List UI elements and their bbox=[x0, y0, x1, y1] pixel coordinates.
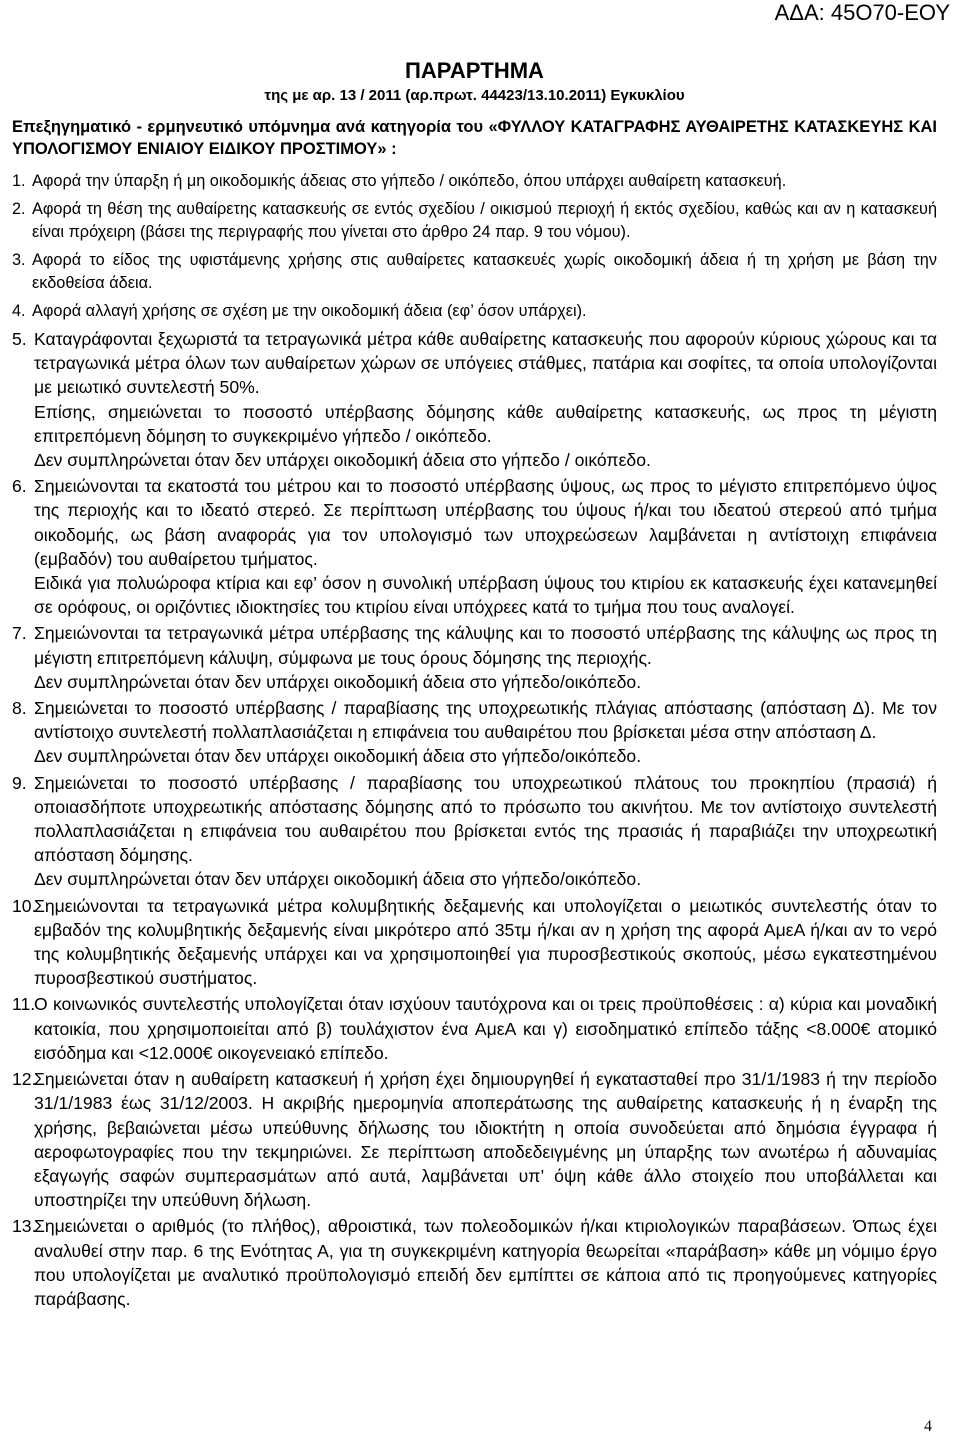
list-item-text bbox=[32, 249, 937, 296]
list-item-paragraph: Δεν συμπληρώνεται όταν δεν υπάρχει οικοδομική άδεια στο γήπεδο/οικόπεδο. bbox=[34, 746, 642, 767]
list-item-paragraph: Επίσης, σημειώνεται το ποσοστό υπέρβασης δόμησης κάθε αυθαίρετης κατασκευής, ως προς τη μέγιστη επιτρεπόμενη δόμηση το συγκεκριμένο γήπεδο / οικόπεδο. bbox=[34, 401, 937, 446]
list-item-paragraph: Αφορά αλλαγή χρήσης σε σχέση με την οικοδομική άδεια (εφ’ όσον υπάρχει). bbox=[32, 301, 587, 320]
page-number: 4 bbox=[924, 1418, 932, 1435]
list-item: 1. Αφορά την ύπαρξη ή μη οικοδομικής άδειας στο γήπεδο / οικόπεδο, όπου υπάρχει αυθαίρετη κατασκευή. bbox=[12, 170, 937, 194]
annex-intro: Επεξηγηματικό - ερμηνευτικό υπόμνημα ανά κατηγορία του «ΦΥΛΛΟΥ ΚΑΤΑΓΡΑΦΗΣ ΑΥΘΑΙΡΕΤΗΣ ΚΑΤΑΣΚΕΥΗΣ ΚΑΙ ΥΠΟΛΟΓΙΣΜΟΥ ΕΝΙΑΙΟΥ ΕΙΔΙΚΟΥ ΠΡΟΣΤΙΜΟΥ» : bbox=[12, 118, 937, 158]
document-body bbox=[12, 56, 937, 1313]
list-item-number: 13. bbox=[12, 1216, 37, 1237]
list-item-text bbox=[34, 621, 937, 694]
list-item bbox=[12, 894, 937, 991]
list-item-number: 5. bbox=[12, 329, 27, 349]
list-item-text bbox=[34, 1067, 937, 1212]
list-item-number: 10. bbox=[12, 895, 37, 916]
list-item-paragraph: Δεν συμπληρώνεται όταν δεν υπάρχει οικοδομική άδεια στο γήπεδο/οικόπεδο. bbox=[34, 869, 642, 890]
list-item-text bbox=[32, 300, 937, 324]
list-item-number: 9. bbox=[12, 772, 27, 793]
list-item-number: 11. bbox=[12, 994, 36, 1015]
list-item-paragraph: Δεν συμπληρώνεται όταν δεν υπάρχει οικοδομική άδεια στο γήπεδο/οικόπεδο. bbox=[34, 671, 642, 692]
list-item-paragraph: Αφορά την ύπαρξη ή μη οικοδομικής άδειας στο γήπεδο / οικόπεδο, όπου υπάρχει αυθαίρετη κατασκευή. bbox=[32, 172, 787, 190]
list-item-number: 8. bbox=[12, 698, 27, 719]
list-item-paragraph: Σημειώνεται το ποσοστό υπέρβασης / παραβίασης του υποχρεωτικού πλάτους του προκηπίου (πρασιά) ή οποιασδήποτε υποχρεωτικής απόστασης δόμησης από το πρόσωπο του ακινήτου. Με τον αντίστοιχο συντελεστή πολλαπλασιάζεται η επιφάνεια του αυθαιρέτου που βρίσκεται εντός της πρασιάς ή παραβιάζει την υποχρεωτική απόσταση δόμησης. bbox=[34, 772, 937, 866]
list-item-paragraph: Ο κοινωνικός συντελεστής υπολογίζεται όταν ισχύουν ταυτόχρονα και οι τρεις προϋποθέσεις : α) κύρια και μοναδική κατοικία, που χρησιμοποιείται από β) τουλάχιστον ένα ΑμεΑ και γ) εισοδηματικό επίπεδο τάξης <8.000€ ατομικό εισόδημα και <12.000€ οικογενειακό επίπεδο. bbox=[34, 994, 937, 1063]
list-item bbox=[12, 1067, 937, 1212]
list-item bbox=[12, 474, 937, 619]
list-item bbox=[12, 621, 937, 694]
list-item bbox=[12, 992, 937, 1065]
list-item-paragraph: Σημειώνονται τα τετραγωνικά μέτρα υπέρβασης της κάλυψης και το ποσοστό υπέρβασης της κάλυψης ως προς τη μέγιστη επιτρεπόμενη κάλυψη, σύμφωνα με τους όρους δόμησης της περιοχής. bbox=[34, 623, 937, 668]
explanatory-list bbox=[12, 170, 937, 1311]
list-item-text bbox=[34, 771, 937, 892]
list-item-number: 6. bbox=[12, 476, 27, 497]
list-item bbox=[12, 327, 937, 472]
list-item: 3. Αφορά το είδος της υφιστάμενης χρήσης στις αυθαίρετες κατασκευές χωρίς οικοδομική άδεια ή τη χρήση με βάση την εκδοθείσα άδεια. bbox=[12, 249, 937, 296]
list-item-paragraph: Σημειώνεται ο αριθμός (το πλήθος), αθροιστικά, των πολεοδομικών ή/και κτιριολογικών παραβάσεων. Όπως έχει αναλυθεί στην παρ. 6 της Ενότητας Α, για τη συγκεκριμένη κατηγορία θεωρείται «παράβαση» κάθε μη νόμιμο έργο που υπολογίζεται με αναλυτικό προϋπολογισμό επειδή δεν εμπίπτει σε κάποια από τις προηγούμενες κατηγορίες παράβασης. bbox=[34, 1216, 937, 1309]
list-item-number: 12. bbox=[12, 1069, 37, 1090]
list-item-paragraph: Σημειώνονται τα εκατοστά του μέτρου και το ποσοστό υπέρβασης ύψους, ως προς το μέγιστο επιτρεπόμενο ύψος της περιοχής και το ιδεατό στερεό. Σε περίπτωση υπέρβασης του ύψους ή/και του ιδεατού στερεού από τμήμα οικοδομής, ως βάση αναφοράς για τον υπολογισμό των υποχρεώσεων λαμβάνεται η αντίστοιχη επιφάνεια (εμβαδόν) του αυθαίρετου τμήματος. bbox=[34, 476, 937, 569]
list-item-paragraph: Σημειώνεται όταν η αυθαίρετη κατασκευή ή χρήση έχει δημιουργηθεί ή εγκατασταθεί προ 31/1/1983 ή την περίοδο 31/1/1983 έως 31/12/2003. Η ακριβής ημερομηνία αποπεράτωσης της αυθαίρετης κατασκευής ή η έναρξη της χρήσης, βεβαιώνεται μέσω υπεύθυνης δήλωσης του ιδιοκτήτη η οποία συνοδεύεται από δημόσια έγγραφα ή αεροφωτογραφίες που την τεκμηριώνει. Σε περίπτωση αποδεδειγμένης μη ύπαρξης των ανωτέρω ή αδυναμίας εξαγωγής σαφών συμπερασμάτων από αυτά, λαμβάνεται υπ’ όψη κάθε άλλο στοιχείο που υποβάλλεται και υποστηρίζει την υπεύθυνη δήλωση. bbox=[34, 1069, 937, 1211]
list-item-text bbox=[34, 894, 937, 991]
list-item-text bbox=[32, 170, 937, 194]
list-item-paragraph: Σημειώνεται το ποσοστό υπέρβασης / παραβίασης της υποχρεωτικής πλάγιας απόστασης (απόσταση Δ). Με τον αντίστοιχο συντελεστή πολλαπλασιάζεται η επιφάνεια του αυθαιρέτου που βρίσκεται μέσα στην απόσταση Δ. bbox=[34, 698, 937, 743]
list-item-paragraph: Ειδικά για πολυώροφα κτίρια και εφ’ όσον η συνολική υπέρβαση ύψους του κτιρίου εκ κατασκευής έχει κατανεμηθεί σε ορόφους, οι οριζόντιες ιδιοκτησίες του κτιρίου είναι υπόχρεες κατά το τμήμα που τους αναλογεί. bbox=[34, 573, 937, 618]
list-item-paragraph: Δεν συμπληρώνεται όταν δεν υπάρχει οικοδομική άδεια στο γήπεδο / οικόπεδο. bbox=[34, 450, 651, 471]
list-item-text bbox=[34, 474, 937, 619]
list-item-text bbox=[32, 198, 937, 245]
list-item-paragraph: Αφορά το είδος της υφιστάμενης χρήσης στις αυθαίρετες κατασκευές χωρίς οικοδομική άδεια ή τη χρήση με βάση την εκδοθείσα άδεια. bbox=[32, 250, 937, 292]
annex-subtitle: της με αρ. 13 / 2011 (αρ.πρωτ. 44423/13.10.2011) Εγκυκλίου bbox=[264, 87, 685, 104]
list-item bbox=[12, 696, 937, 769]
annex-title: ΠΑΡΑΡΤΗΜΑ bbox=[405, 58, 544, 83]
list-item bbox=[12, 1214, 937, 1311]
list-item-text bbox=[34, 327, 937, 472]
list-item: 2. Αφορά τη θέση της αυθαίρετης κατασκευής σε εντός σχεδίου / οικισμού περιοχή ή εκτός σχεδίου, καθώς και αν η κατασκευή είναι πρόχειρη (βάσει της περιγραφής που γίνεται στο άρθρο 24 παρ. 9 του νόμου). bbox=[12, 198, 937, 245]
list-item: 4. Αφορά αλλαγή χρήσης σε σχέση με την οικοδομική άδεια (εφ’ όσον υπάρχει). bbox=[12, 300, 937, 324]
list-item-text bbox=[34, 1214, 937, 1311]
list-item-number: 7. bbox=[12, 623, 27, 644]
list-item-paragraph: Αφορά τη θέση της αυθαίρετης κατασκευής σε εντός σχεδίου / οικισμού περιοχή ή εκτός σχεδίου, καθώς και αν η κατασκευή είναι πρόχειρη (βάσει της περιγραφής που γίνεται στο άρθρο 24 παρ. 9 του νόμου). bbox=[32, 199, 937, 241]
ada-code: ΑΔΑ: 45Ο70-ΕΟΥ bbox=[774, 0, 950, 25]
list-item-paragraph: Σημειώνονται τα τετραγωνικά μέτρα κολυμβητικής δεξαμενής και υπολογίζεται ο μειωτικός συντελεστής όταν το εμβαδόν της κολυμβητικής δεξαμενής είναι μικρότερο από 35τμ ή/και αν η χρήση της αφορά ΑμεΑ ή/και αν το νερό της κολυμβητικής δεξαμενής υπάρχει και να χρησιμοποιηθεί για πυροσβεστικούς σκοπούς, μέσω εγκατεστημένου πυροσβεστικού συστήματος. bbox=[34, 895, 937, 989]
list-item-paragraph: Καταγράφονται ξεχωριστά τα τετραγωνικά μέτρα κάθε αυθαίρετης κατασκευής που αφορούν κύριους χώρους και τα τετραγωνικά μέτρα όλων των αυθαίρετων χώρων σε υπόγειες στάθμες, πατάρια και σοφίτες, τα οποία υπολογίζονται με μειωτικό συντελεστή 50%. bbox=[34, 329, 937, 398]
list-item bbox=[12, 771, 937, 892]
list-item-text bbox=[34, 992, 937, 1065]
list-item-text bbox=[34, 696, 937, 769]
